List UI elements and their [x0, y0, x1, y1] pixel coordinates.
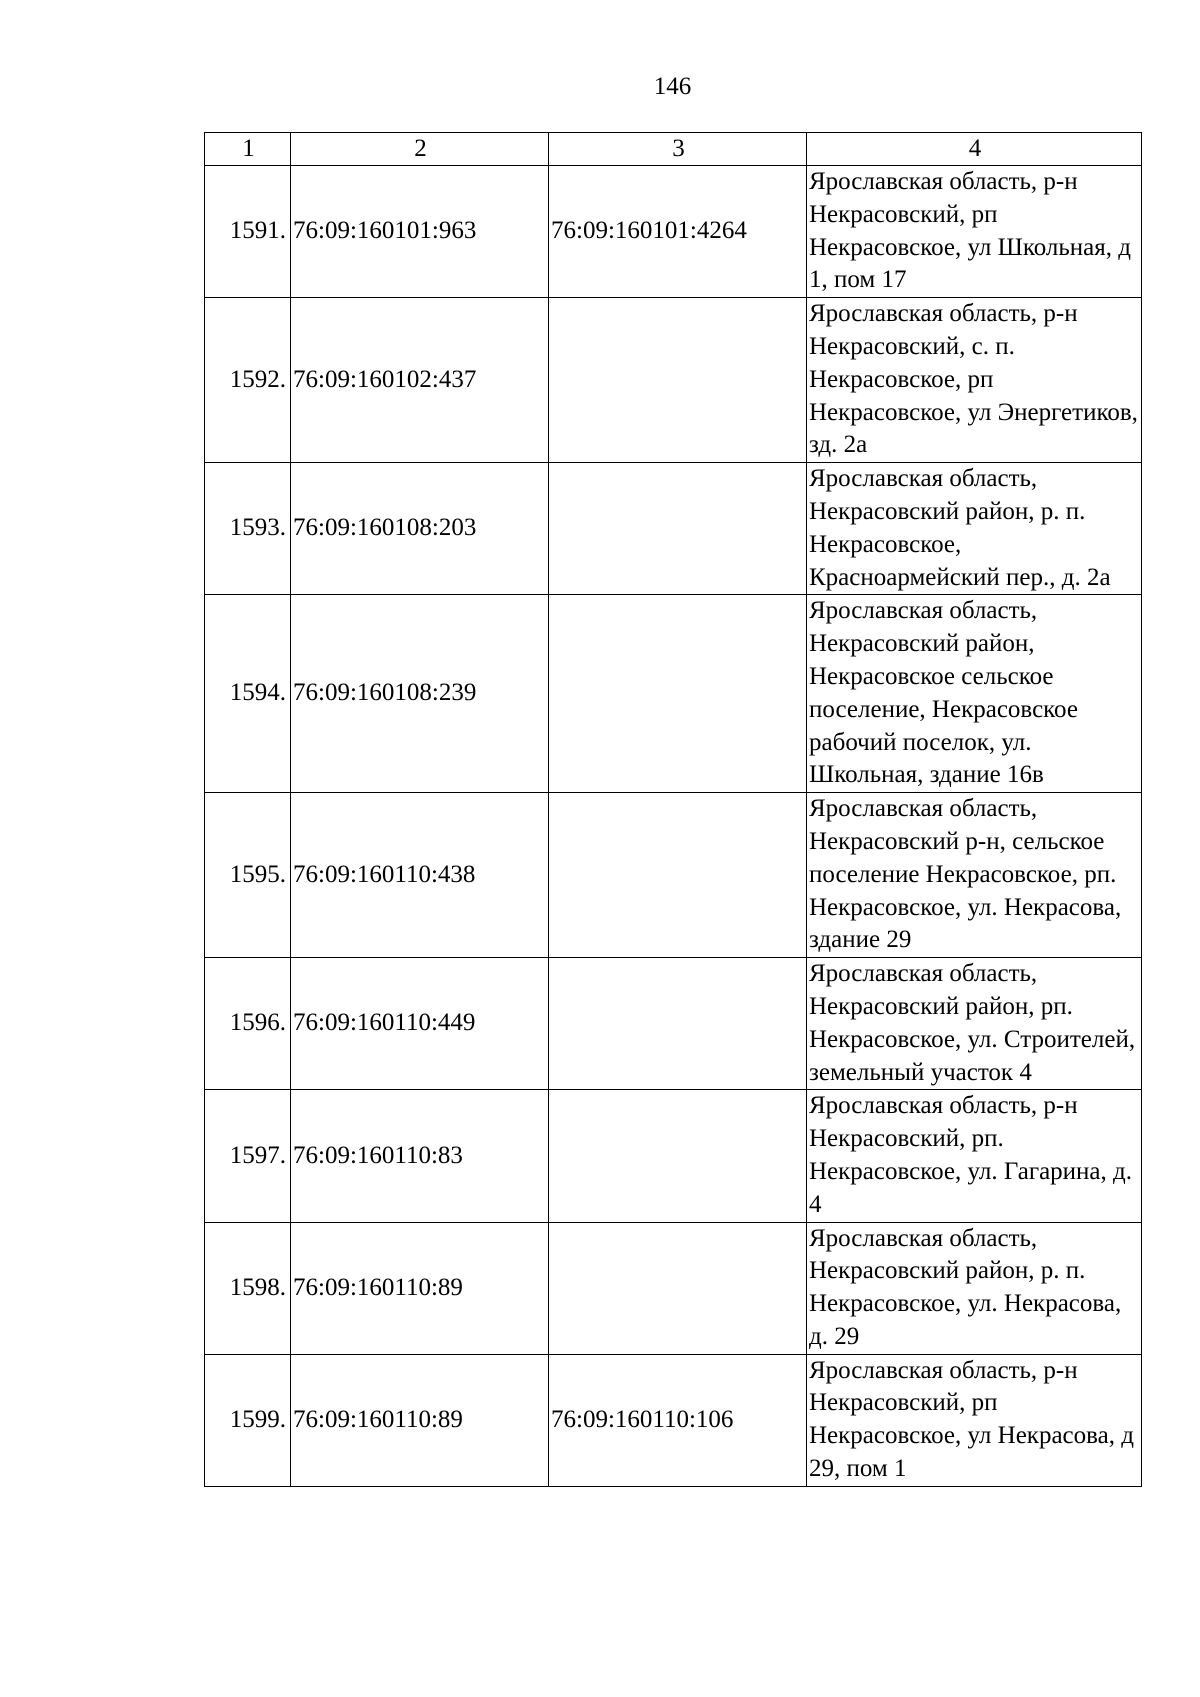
related-cadastral-number: 76:09:160101:4264 — [549, 166, 807, 298]
column-header-2: 2 — [291, 133, 549, 166]
table-row — [205, 166, 1142, 298]
row-number: 1596. — [205, 958, 291, 1090]
table-row — [205, 298, 1142, 463]
row-number: 1599. — [205, 1354, 291, 1486]
table-row — [205, 793, 1142, 958]
table-row — [205, 1354, 1142, 1486]
related-cadastral-number — [549, 793, 807, 958]
row-number: 1595. — [205, 793, 291, 958]
table-header-row — [205, 133, 1142, 166]
cadastral-number: 76:09:160110:89 — [291, 1222, 549, 1354]
row-number: 1592. — [205, 298, 291, 463]
cadastral-number: 76:09:160110:449 — [291, 958, 549, 1090]
address: Ярославская область, р-н Некрасовский, с. п. Некрасовское, рп Некрасовское, ул Энергетиков, зд. 2а — [807, 298, 1142, 463]
row-number: 1594. — [205, 595, 291, 793]
cadastral-number: 76:09:160110:89 — [291, 1354, 549, 1486]
row-number: 1598. — [205, 1222, 291, 1354]
page-number: 146 — [653, 73, 692, 100]
table-row — [205, 463, 1142, 595]
row-number: 1597. — [205, 1090, 291, 1222]
address: Ярославская область, р-н Некрасовский, рп Некрасовское, ул Некрасова, д 29, пом 1 — [807, 1354, 1142, 1486]
column-header-3: 3 — [549, 133, 807, 166]
table-row — [205, 1222, 1142, 1354]
address: Ярославская область, р-н Некрасовский, рп. Некрасовское, ул. Гагарина, д. 4 — [807, 1090, 1142, 1222]
cadastral-number: 76:09:160110:83 — [291, 1090, 549, 1222]
row-number: 1591. — [205, 166, 291, 298]
cadastral-number: 76:09:160108:203 — [291, 463, 549, 595]
cadastral-number: 76:09:160101:963 — [291, 166, 549, 298]
address: Ярославская область, Некрасовский район, р. п. Некрасовское, ул. Некрасова, д. 29 — [807, 1222, 1142, 1354]
cadastral-number: 76:09:160110:438 — [291, 793, 549, 958]
address: Ярославская область, Некрасовский р-н, сельское поселение Некрасовское, рп. Некрасовское, ул. Некрасова, здание 29 — [807, 793, 1142, 958]
table-row — [205, 958, 1142, 1090]
address: Ярославская область, Некрасовский район, рп. Некрасовское, ул. Строителей, земельный участок 4 — [807, 958, 1142, 1090]
related-cadastral-number: 76:09:160110:106 — [549, 1354, 807, 1486]
address: Ярославская область, Некрасовский район, р. п. Некрасовское, Красноармейский пер., д. 2а — [807, 463, 1142, 595]
related-cadastral-number — [549, 1222, 807, 1354]
related-cadastral-number — [549, 298, 807, 463]
related-cadastral-number — [549, 463, 807, 595]
related-cadastral-number — [549, 1090, 807, 1222]
table-row — [205, 595, 1142, 793]
cadastral-number: 76:09:160108:239 — [291, 595, 549, 793]
cadastral-number: 76:09:160102:437 — [291, 298, 549, 463]
registry-table — [204, 132, 1142, 1487]
address: Ярославская область, Некрасовский район, Некрасовское сельское поселение, Некрасовское рабочий поселок, ул. Школьная, здание 16в — [807, 595, 1142, 793]
column-header-1: 1 — [205, 133, 291, 166]
related-cadastral-number — [549, 595, 807, 793]
related-cadastral-number — [549, 958, 807, 1090]
column-header-4: 4 — [807, 133, 1142, 166]
address: Ярославская область, р-н Некрасовский, рп Некрасовское, ул Школьная, д 1, пом 17 — [807, 166, 1142, 298]
row-number: 1593. — [205, 463, 291, 595]
table-row — [205, 1090, 1142, 1222]
